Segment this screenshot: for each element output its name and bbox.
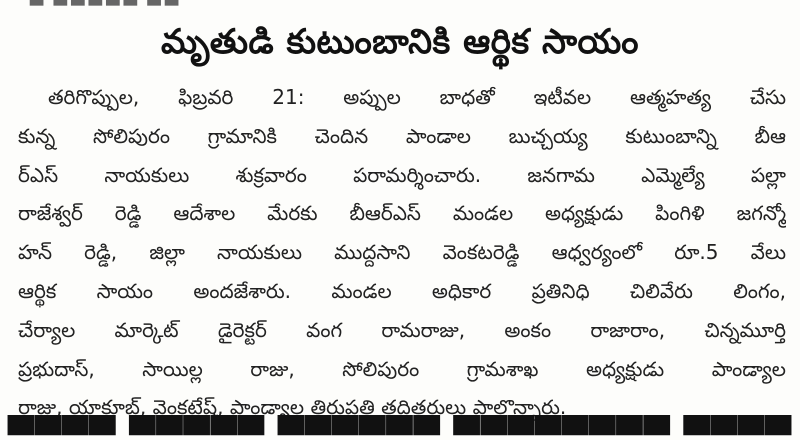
article-line: రాజేశ్వర్ రెడ్డి ఆదేశాల మేరకు బీఆర్ఎస్ మండల అధ్యక్షుడు పింగిళి జగన్మో: [18, 201, 786, 226]
article-line: ప్రభుదాస్, సాయిల్ల రాజు, సోలిపురం గ్రామశాఖ అధ్యక్షుడు పాండ్యాల: [18, 356, 786, 381]
article-line: హన్ రెడ్డి, జిల్లా నాయకులు ముద్దసాని వెంకటరెడ్డి ఆధ్వర్యంలో రూ.5 వేలు: [18, 240, 786, 265]
article-headline: మృతుడి కుటుంబానికి ఆర్థిక సాయం: [161, 22, 639, 62]
article-line: ఆర్థిక సాయం అందజేశారు. మండల అధికార ప్రతినిధి చిలివేరు లింగం,: [18, 278, 786, 303]
article-line: తరిగొప్పుల, ఫిబ్రవరి 21: అప్పుల బాధతో ఇటీవల ఆత్మహత్య చేసు: [48, 85, 786, 109]
article-body: [18, 78, 786, 427]
article-line: రాజు, యాకూబ్, వెంకటేష్, పాండ్యాల తిరుపతి తదితరులు పాల్గొన్నారు.: [18, 395, 567, 420]
next-article-fragment: ▀▀▀▀ ▀▀▀▀▀ ▀▀▀▀▀▀ ▀▀▀▀▀▀▀▀ ▀▀▀▀: [7, 416, 793, 440]
article-line: చేర్యాల మార్కెట్ డైరెక్టర్ వంగ రామరాజు, అంకం రాజారాం, చిన్నమూర్తి: [18, 317, 786, 342]
article-line: కున్న సోలిపురం గ్రామానికి చెందిన పాండాల బుచ్చయ్య కుటుంబాన్ని బీఆ: [18, 123, 786, 148]
article-line: ర్ఎస్ నాయకులు శుక్రవారం పరామర్శించారు. జనగామ ఎమ్మెల్యే పల్లా: [18, 162, 786, 187]
previous-article-fragment: ▬ ▬▬▬▬▬ ▬▬: [28, 0, 181, 12]
